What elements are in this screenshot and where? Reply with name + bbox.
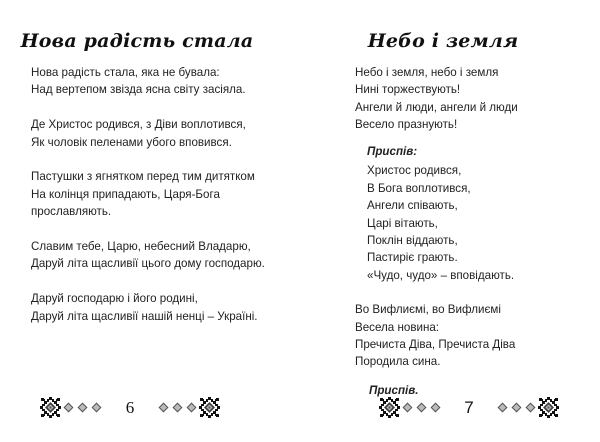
lyric-line: Як чоловік пеленами убого вповився. xyxy=(31,135,232,149)
lyric-line: Де Христос родився, з Діви воплотився, xyxy=(31,118,246,132)
lyric-line: Ангели й люди, ангели й люди xyxy=(355,100,518,114)
lyric-line: Даруй господарю і його родині, xyxy=(31,292,198,306)
diamond-dots-icon xyxy=(63,404,102,411)
song-title: Нова радість стала xyxy=(20,30,254,52)
lyric-line: Нова радість стала, яка не бувала: xyxy=(31,66,220,79)
refrain-reference: Приспів. xyxy=(369,384,419,398)
lyric-line: Нині торжествують! xyxy=(355,83,461,97)
embroidery-ornament-icon xyxy=(199,397,220,418)
page-footer xyxy=(379,397,559,418)
lyric-line: Весела новина: xyxy=(355,320,440,334)
song-lyrics xyxy=(31,64,265,342)
diamond-dots-icon xyxy=(402,404,441,411)
lyric-line: На колінця припадають, Царя-Бога xyxy=(31,187,220,201)
page-number: 7 xyxy=(464,397,474,417)
lyric-line: Царі вітають, xyxy=(367,216,438,230)
embroidery-ornament-icon xyxy=(40,397,61,418)
stanza xyxy=(31,64,265,99)
lyric-line: Поклін віддають, xyxy=(367,234,458,248)
song-title: Небо і земля xyxy=(367,30,519,52)
lyric-line: Пастушки з ягнятком перед тим дитятком xyxy=(31,170,255,184)
lyric-line: Пречиста Діва, Пречиста Діва xyxy=(355,338,516,352)
refrain-label: Приспів: xyxy=(367,145,418,159)
lyric-line: Даруй літа щасливії нашій ненці – Україні. xyxy=(31,309,258,323)
stanza xyxy=(355,301,518,371)
diamond-dots-icon xyxy=(497,404,536,411)
lyric-line: Небо і земля, небо і земля xyxy=(355,66,499,79)
embroidery-ornament-icon xyxy=(379,397,400,418)
stanza xyxy=(31,290,265,325)
lyric-line: «Чудо, чудо» – вповідають. xyxy=(367,268,515,282)
lyric-line: прославляють. xyxy=(31,205,112,219)
lyric-line: В Бога воплотився, xyxy=(367,181,471,195)
right-page xyxy=(300,0,600,442)
lyric-line: Над вертепом звізда ясна світу засіяла. xyxy=(31,83,246,97)
lyric-line: Славим тебе, Царю, небесний Владарю, xyxy=(31,240,251,254)
refrain xyxy=(367,162,518,284)
embroidery-ornament-icon xyxy=(538,397,559,418)
lyric-line: Весело празнують! xyxy=(355,118,458,132)
lyric-line: Даруй літа щасливії цього дому господарю. xyxy=(31,257,265,271)
page-number: 6 xyxy=(125,397,135,417)
lyric-line: Ангели співають, xyxy=(367,199,458,213)
song-lyrics xyxy=(355,64,518,400)
stanza xyxy=(31,116,265,151)
page-footer xyxy=(40,397,220,418)
diamond-dots-icon xyxy=(158,404,197,411)
lyric-line: Породила сина. xyxy=(355,355,441,369)
lyric-line: Христос родився, xyxy=(367,164,462,178)
stanza xyxy=(31,168,265,220)
lyric-line: Пастиріє грають. xyxy=(367,251,458,265)
stanza xyxy=(31,238,265,273)
stanza xyxy=(355,64,518,134)
lyric-line: Во Вифлиємі, во Вифлиємі xyxy=(355,303,501,317)
